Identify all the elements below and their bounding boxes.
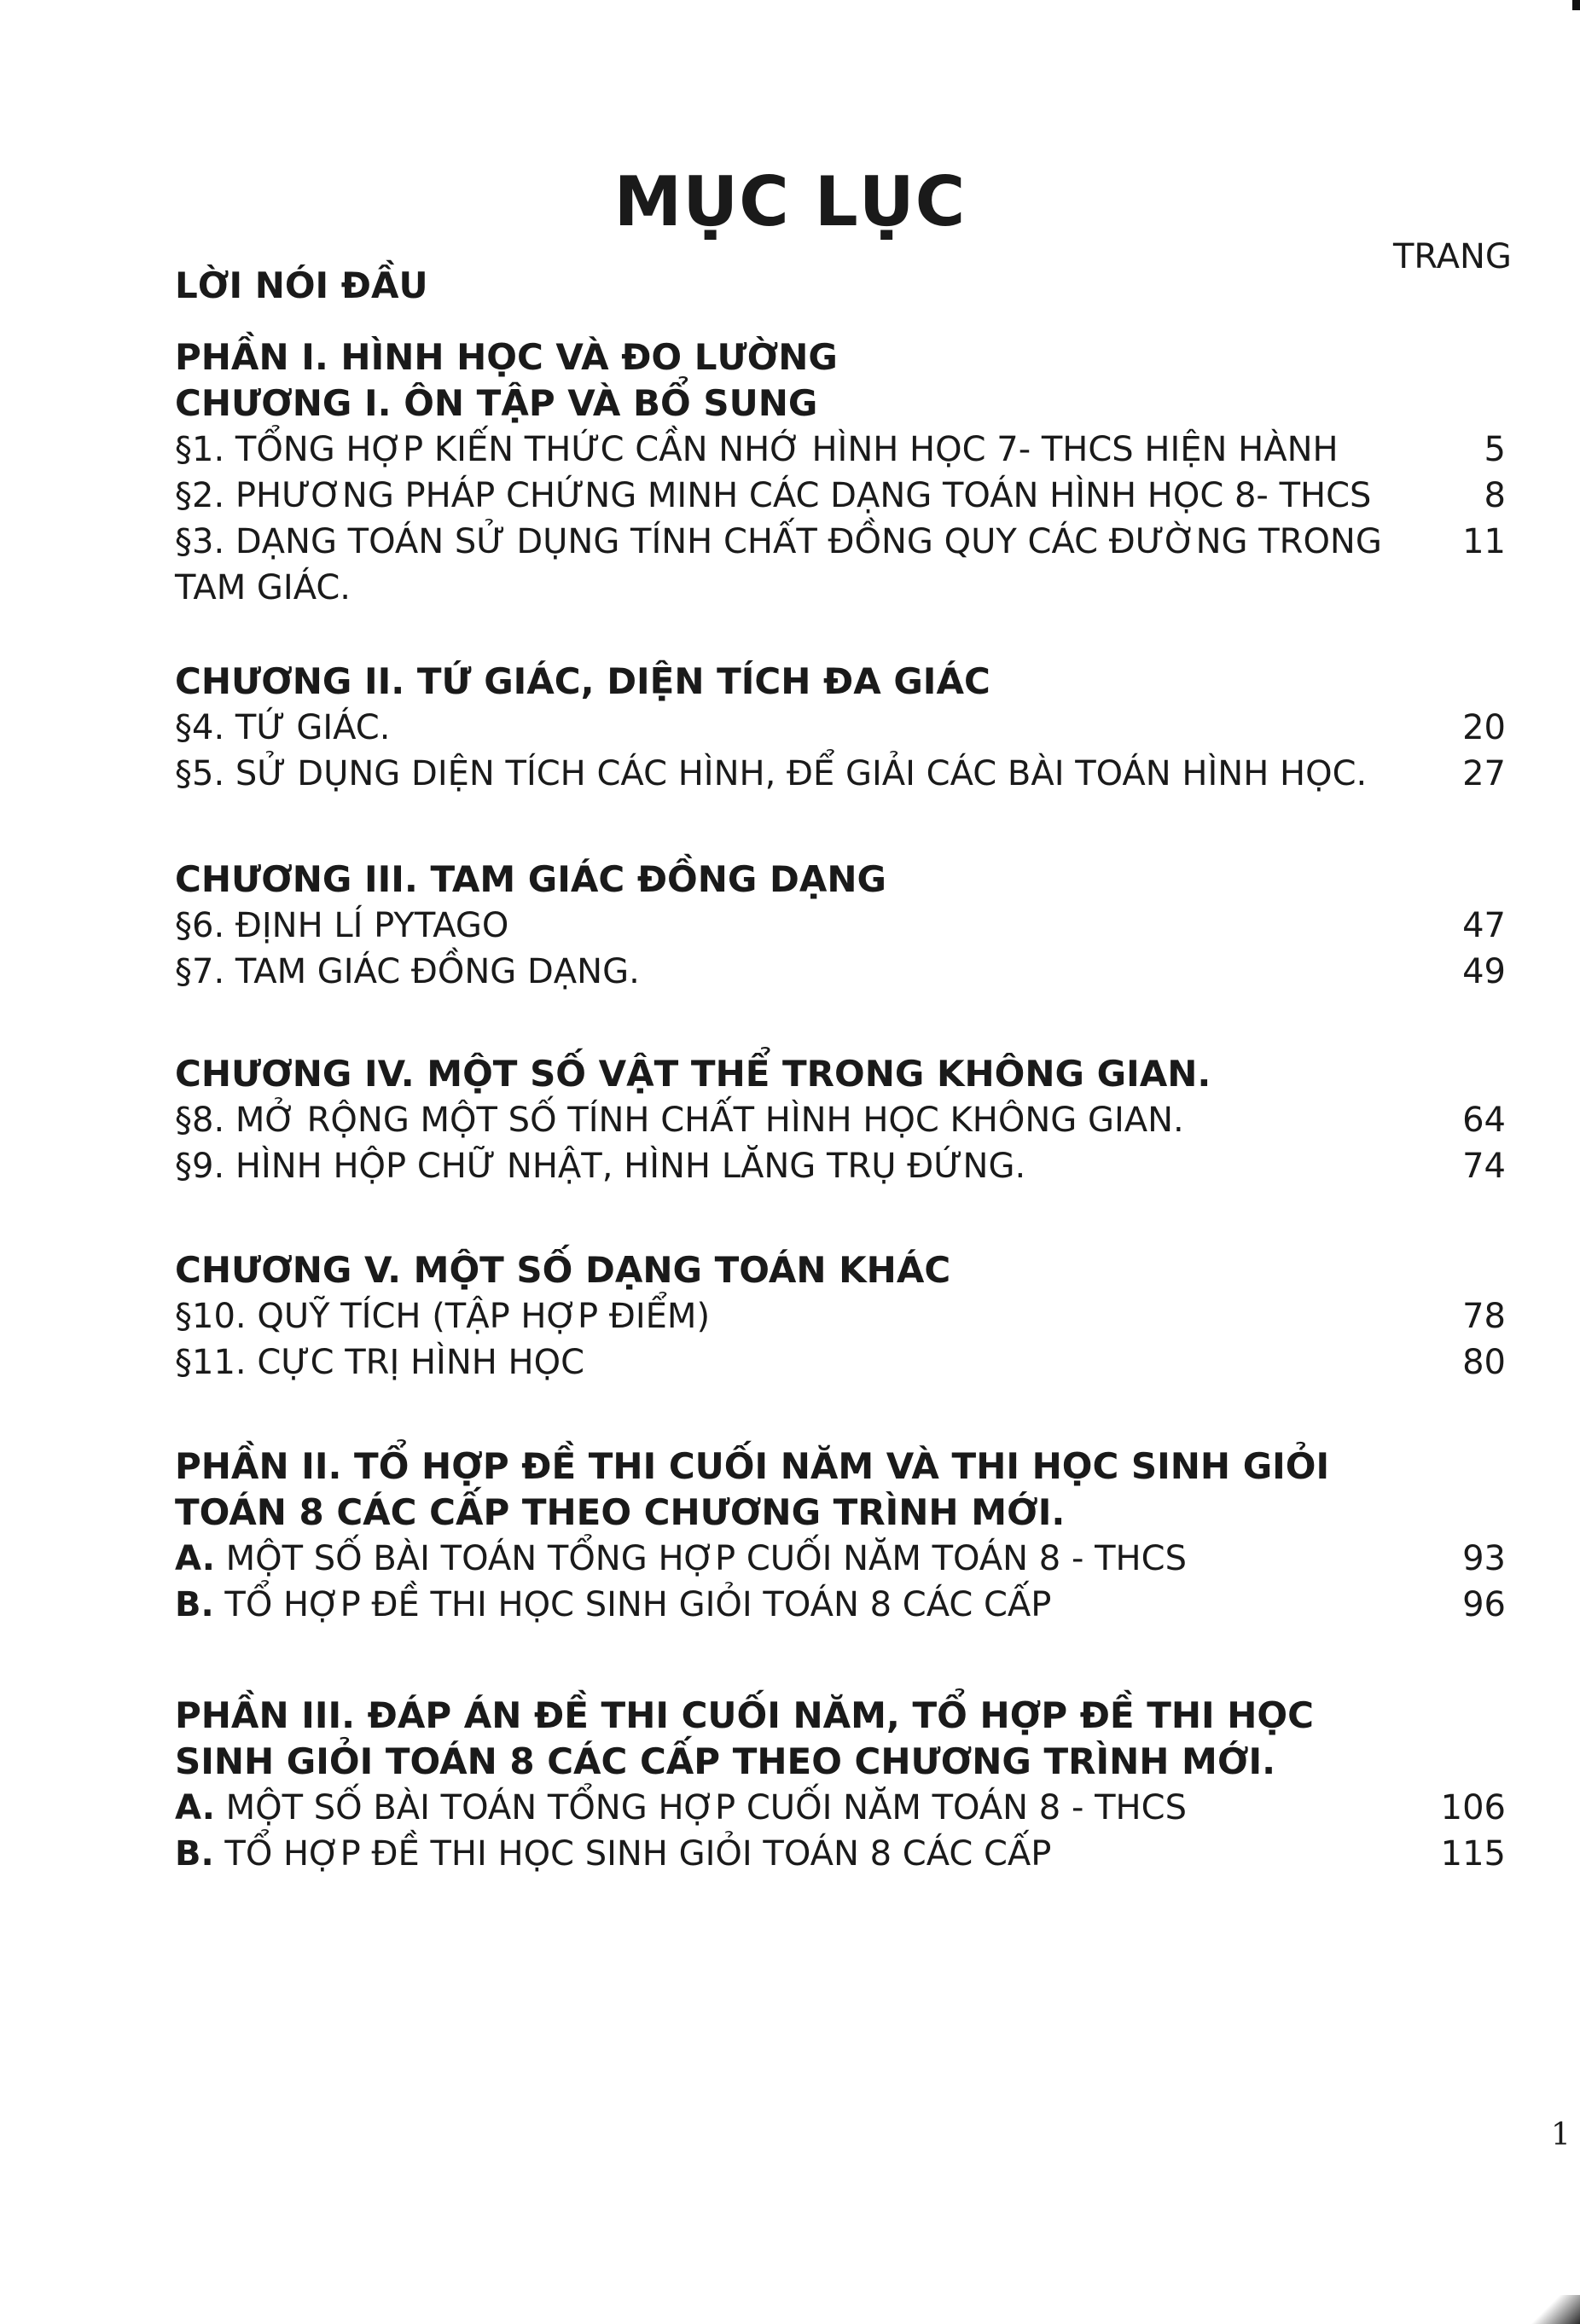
toc-entry [175, 427, 1506, 473]
entry-title: §3. DẠNG TOÁN SỬ DỤNG TÍNH CHẤT ĐỒNG QUY CÁC ĐƯỜNG TRONG TAM GIÁC. [175, 522, 1382, 607]
entry-letter: B. [175, 1834, 214, 1874]
part-heading-continued: TOÁN 8 CÁC CẤP THEO CHƯƠNG TRÌNH MỚI. [175, 1491, 1066, 1533]
toc-section-part2 [175, 1444, 1506, 1628]
entry-page-number: 64 [1462, 1101, 1506, 1140]
chapter-heading: CHƯƠNG I. ÔN TẬP VÀ BỔ SUNG [175, 382, 818, 424]
entry-title: MỘT SỐ BÀI TOÁN TỔNG HỢP CUỐI NĂM TOÁN 8 - THCS [225, 1539, 1187, 1578]
entry-title: §5. SỬ DỤNG DIỆN TÍCH CÁC HÌNH, ĐỂ GIẢI CÁC BÀI TOÁN HÌNH HỌC. [175, 754, 1368, 793]
entry-letter: A. [175, 1788, 215, 1827]
entry-page-number: 74 [1462, 1147, 1506, 1186]
entry-page-number: 78 [1462, 1297, 1506, 1336]
part-heading: PHẦN I. HÌNH HỌC VÀ ĐO LƯỜNG [175, 336, 838, 378]
toc-entry [175, 1831, 1506, 1877]
entry-letter: B. [175, 1585, 214, 1624]
part-heading: PHẦN II. TỔ HỢP ĐỀ THI CUỐI NĂM VÀ THI HỌC SINH GIỎI [175, 1445, 1330, 1487]
toc-entry [175, 903, 1506, 949]
entry-title: §9. HÌNH HỘP CHỮ NHẬT, HÌNH LĂNG TRỤ ĐỨNG. [175, 1147, 1026, 1186]
page-title: MỤC LỤC [613, 162, 967, 241]
chapter-heading: CHƯƠNG III. TAM GIÁC ĐỒNG DẠNG [175, 858, 886, 900]
entry-page-number: 20 [1462, 708, 1506, 747]
entry-page-number: 11 [1462, 522, 1506, 561]
entry-title: §4. TỨ GIÁC. [175, 708, 391, 747]
page-number: 1 [1551, 2118, 1571, 2153]
entry-title: TỔ HỢP ĐỀ THI HỌC SINH GIỎI TOÁN 8 CÁC CẤP [224, 1834, 1052, 1874]
corner-mark [1572, 0, 1580, 10]
chapter-heading: CHƯƠNG IV. MỘT SỐ VẬT THỂ TRONG KHÔNG GIAN. [175, 1053, 1211, 1095]
part-heading-continued: SINH GIỎI TOÁN 8 CÁC CẤP THEO CHƯƠNG TRÌNH MỚI. [175, 1740, 1276, 1782]
toc-entry [175, 1339, 1506, 1386]
entry-title: §1. TỔNG HỢP KIẾN THỨC CẦN NHỚ HÌNH HỌC 7- THCS HIỆN HÀNH [175, 430, 1339, 469]
toc-section-chapter2 [175, 659, 1506, 797]
toc-entry [175, 751, 1506, 797]
toc-section-part3 [175, 1693, 1506, 1877]
entry-page-number: 8 [1484, 476, 1506, 515]
page-column-header: TRANG [1393, 237, 1512, 276]
entry-page-number: 96 [1462, 1585, 1506, 1624]
entry-title: §6. ĐỊNH LÍ PYTAGO [175, 906, 509, 945]
entry-page-number: 93 [1462, 1539, 1506, 1578]
page-edge-shadow [1527, 2295, 1580, 2324]
entry-title: §7. TAM GIÁC ĐỒNG DẠNG. [175, 952, 640, 991]
entry-title: §10. QUỸ TÍCH (TẬP HỢP ĐIỂM) [175, 1297, 711, 1336]
entry-title: MỘT SỐ BÀI TOÁN TỔNG HỢP CUỐI NĂM TOÁN 8 - THCS [225, 1788, 1187, 1827]
toc-section-chapter3 [175, 857, 1506, 995]
toc-entry [175, 473, 1506, 519]
entry-title: §2. PHƯƠNG PHÁP CHỨNG MINH CÁC DẠNG TOÁN HÌNH HỌC 8- THCS [175, 476, 1372, 515]
preface-heading: LỜI NÓI ĐẦU [175, 264, 428, 306]
entry-letter: A. [175, 1539, 215, 1578]
entry-title: §8. MỞ RỘNG MỘT SỐ TÍNH CHẤT HÌNH HỌC KHÔNG GIAN. [175, 1101, 1184, 1140]
entry-page-number: 5 [1484, 430, 1506, 469]
toc-entry [175, 705, 1506, 751]
entry-page-number: 27 [1462, 754, 1506, 793]
part-heading: PHẦN III. ĐÁP ÁN ĐỀ THI CUỐI NĂM, TỔ HỢP ĐỀ THI HỌC [175, 1694, 1314, 1736]
toc-entry [175, 949, 1506, 995]
toc-section-part1-chapter1 [175, 334, 1506, 611]
toc-entry [175, 1293, 1506, 1339]
toc-entry [175, 519, 1506, 611]
toc-entry [175, 1097, 1506, 1143]
entry-page-number: 49 [1462, 952, 1506, 991]
entry-page-number: 106 [1440, 1788, 1506, 1827]
entry-page-number: 47 [1462, 906, 1506, 945]
entry-title: §11. CỰC TRỊ HÌNH HỌC [175, 1343, 585, 1382]
entry-page-number: 80 [1462, 1343, 1506, 1382]
chapter-heading: CHƯƠNG II. TỨ GIÁC, DIỆN TÍCH ĐA GIÁC [175, 660, 990, 702]
toc-entry [175, 1785, 1506, 1831]
toc-entry [175, 1582, 1506, 1628]
entry-page-number: 115 [1440, 1834, 1506, 1874]
entry-title: TỔ HỢP ĐỀ THI HỌC SINH GIỎI TOÁN 8 CÁC CẤP [224, 1585, 1052, 1624]
toc-entry [175, 1143, 1506, 1189]
toc-section-chapter5 [175, 1247, 1506, 1386]
toc-entry [175, 1536, 1506, 1582]
chapter-heading: CHƯƠNG V. MỘT SỐ DẠNG TOÁN KHÁC [175, 1249, 951, 1291]
toc-section-chapter4 [175, 1051, 1506, 1189]
